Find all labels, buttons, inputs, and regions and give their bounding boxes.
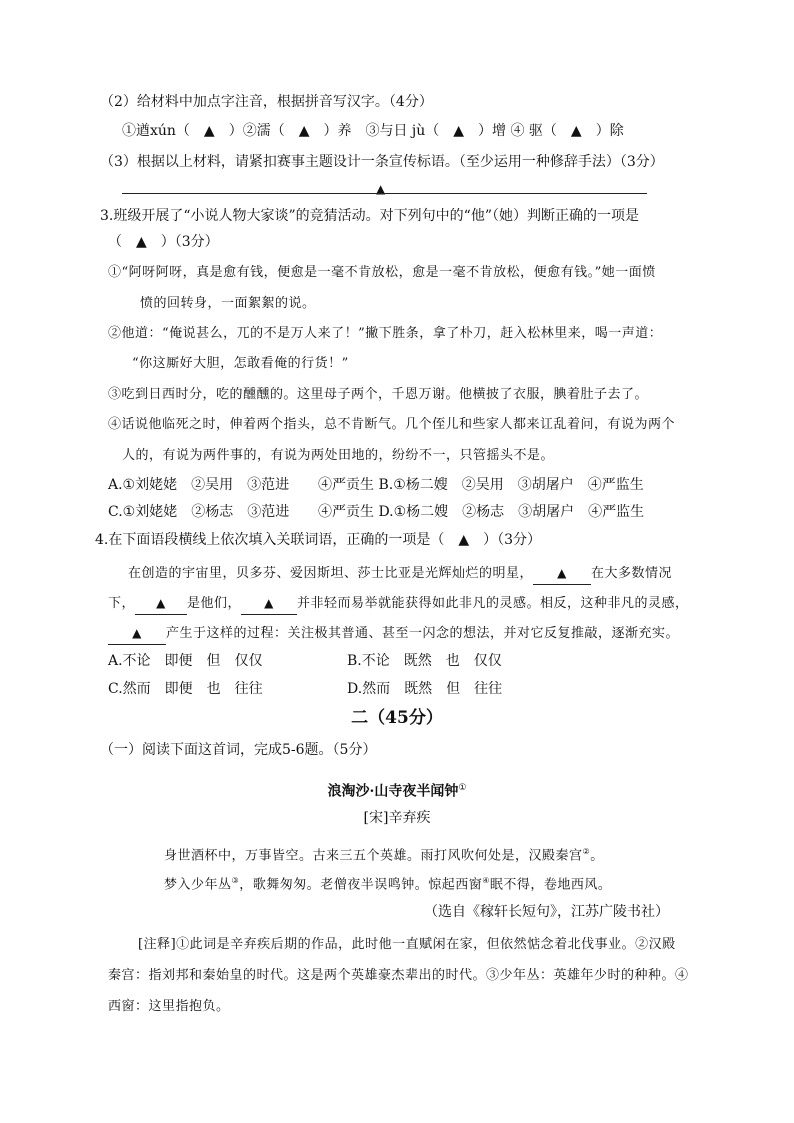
fill-blank: ▲ [108,623,166,645]
fill-blank: ▲ [241,593,297,615]
notes-line-1: [注释]①此词是辛弃疾后期的作品，此时他一直赋闲在家，但依然惦念着北伐事业。②汉殿 [138,937,676,952]
poem-text: 眠不得，卷地西风。 [489,877,612,893]
q4-passage-text: 产生于这样的过程：关注极其普通、甚至一闪念的想法，并对它反复推敲，逐渐充实。 [166,626,680,641]
q4-passage-text: 在大多数情况 [591,566,673,581]
q4-passage-text: 在创造的宇宙里，贝多芬、爱因斯坦、莎士比亚是光辉灿烂的明星， [128,566,534,581]
fill-blank: ▲ [533,563,591,585]
q2-2-items: ①遒xún（ ▲ ）②濡（ ▲ ）养 ③与日 jù（ ▲ ）增 ④ 驱（ ▲ ）除 [122,123,624,139]
answer-line [122,193,647,194]
q4-stem: 4.在下面语段横线上依次填入关联词语，正确的一项是（ ▲ ）（3分） [95,532,542,548]
poem-line-2 [164,871,611,895]
q3-option-c: C.①刘姥姥 ②杨志 ③范进 [108,504,290,520]
section-heading: 二（45分） [351,708,443,728]
q3-sentence-2b: “你这厮好大胆，怎敢看俺的行货！” [132,356,349,371]
footnote-mark: ④ [482,876,490,885]
q3-sentence-3: ③吃到日西时分，吃的醺醺的。这里母子两个，千恩万谢。他横披了衣服，腆着肚子去了。 [108,387,649,402]
poem-title [0,778,794,802]
q4-passage-text: 下， [108,596,136,611]
q4-option-d: D.然而 既然 但 往往 [347,681,503,697]
poem-text: 身世酒杯中，万事皆空。古来三五个英雄。雨打风吹何处是，汉殿秦宫 [164,848,583,864]
poem-text: ，歌舞匆匆。老僧夜半误鸣钟。惊起西窗 [239,877,483,893]
q3-option-a: A.①刘姥姥 ②吴用 ③范进 [108,477,290,493]
q2-2-title: （2）给材料中加点字注音，根据拼音写汉字。（4分） [100,94,433,110]
q3-option-b: ④严贡生 B.①杨二嫂 ②吴用 ③胡屠户 ④严监生 [318,477,644,493]
footnote-mark: ② [582,847,591,856]
q4-passage-text: 是他们， [187,596,242,611]
notes-line-2: 秦宫：指刘邦和秦始皇的时代。这是两个英雄豪杰辈出的时代。③少年丛：英雄年少时的种种。④ [108,968,689,983]
footnote-mark: ③ [231,876,240,885]
poem-line-1 [164,842,604,866]
q4-passage-line1 [128,563,672,585]
q3-sentence-1a: ①“阿呀阿呀，真是愈有钱，便愈是一毫不肯放松，愈是一毫不肯放松，便愈有钱。”她一面愤 [108,265,656,280]
poem-text: 梦入少年丛 [164,877,232,893]
answer-marker: ▲ [376,182,386,196]
section-intro: （一）阅读下面这首词，完成5-6题。（5分） [100,742,377,758]
q4-passage-text: 并非轻而易举就能获得如此非凡的灵感。相反，这种非凡的灵感， [297,596,689,611]
poem-title-text: 浪淘沙·山寺夜半闻钟 [327,783,459,800]
q4-option-c: C.然而 即便 也 往往 [108,681,263,697]
poem-source: （选自《稼轩长短句》，江苏广陵书社） [424,904,669,920]
q4-passage-line2 [108,593,689,615]
footnote-mark: ① [458,783,467,793]
q3-sentence-4a: ④话说他临死之时，伸着两个指头，总不肯断气。几个侄儿和些家人都来讧乱着问，有说为两个 [108,417,676,432]
q4-passage-line3 [108,623,679,645]
poem-text: 。 [590,848,604,864]
q3-option-d: ④严贡生 D.①杨二嫂 ②杨志 ③胡屠户 ④严监生 [318,504,645,520]
q3-stem-answer: （ ▲ ）（3分） [108,234,219,250]
q3-sentence-2a: ②他道：“俺说甚么，兀的不是万人来了！”撇下胜条，拿了朴刀，赶入松林里来，喝一声道： [108,326,663,341]
q2-3-title: （3）根据以上材料，请紧扣赛事主题设计一条宣传标语。（至少运用一种修辞手法）（3分） [100,154,664,170]
q3-sentence-1b: 愤的回转身，一面絮絮的说。 [140,296,316,311]
q3-stem: 3.班级开展了“小说人物大家谈”的竞猜活动。对下列句中的“他”（她）判断正确的一项是 [100,208,639,224]
notes-line-3: 西窗：这里指抱负。 [108,999,230,1014]
poem-author: [宋]辛弃疾 [363,810,431,826]
q4-option-a: A.不论 即便 但 仅仅 [108,653,263,669]
fill-blank: ▲ [135,593,187,615]
q3-sentence-4b: 人的，有说为两件事的，有说为两处田地的，纷纷不一，只管摇头不是。 [122,448,555,463]
q4-option-b: B.不论 既然 也 仅仅 [347,653,502,669]
